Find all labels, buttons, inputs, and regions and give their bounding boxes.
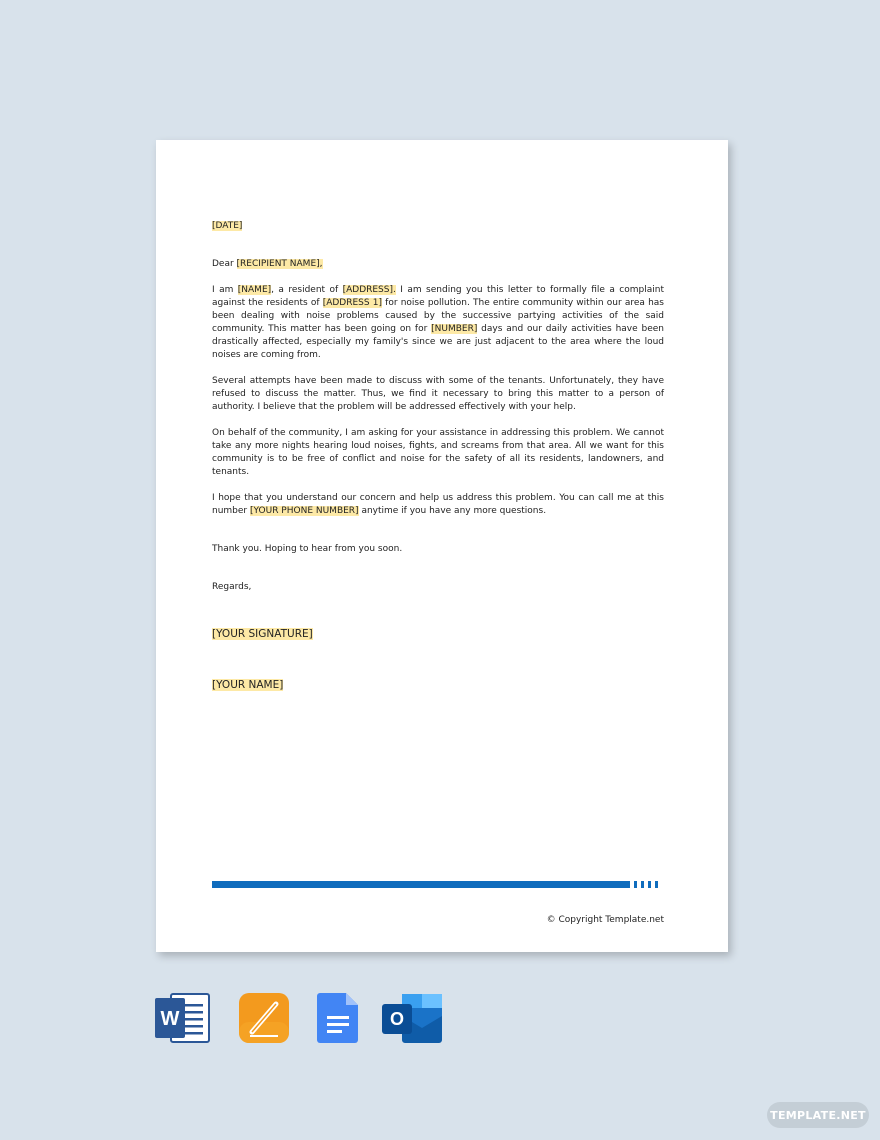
your-name-placeholder: [YOUR NAME] — [212, 679, 284, 691]
google-docs-icon[interactable] — [317, 992, 359, 1048]
name-line — [212, 679, 664, 692]
name-placeholder: [NAME] — [237, 285, 272, 295]
date-placeholder: [DATE] — [212, 221, 243, 231]
closing-line: Thank you. Hoping to hear from you soon. — [212, 544, 403, 554]
date-line — [212, 220, 664, 233]
pages-icon[interactable] — [238, 992, 290, 1048]
template-net-badge[interactable]: TEMPLATE.NET — [767, 1102, 869, 1128]
salutation: Dear [RECIPIENT NAME], — [212, 259, 323, 269]
paragraph-3: On behalf of the community, I am asking for your assistance in addressing this problem. We cannot take any more nights hearing loud noises, fights, and screams from that area. All we want for this community is to be free of conflict and noise for the safety of all its residents, landowners, and tenants. — [212, 428, 664, 477]
document-page — [156, 140, 728, 952]
letter-body — [212, 220, 664, 692]
svg-text:O: O — [389, 1009, 405, 1029]
footer-accent-bar — [212, 881, 630, 888]
phone-placeholder: [YOUR PHONE NUMBER] — [250, 506, 359, 516]
signature-placeholder: [YOUR SIGNATURE] — [212, 628, 313, 640]
regards: Regards, — [212, 582, 252, 592]
footer-accent-dashes — [634, 881, 658, 888]
address1-placeholder: [ADDRESS 1] — [322, 298, 382, 308]
signature-line — [212, 628, 664, 641]
svg-text:W: W — [160, 1008, 180, 1030]
outlook-icon[interactable] — [382, 992, 444, 1048]
recipient-placeholder: [RECIPIENT NAME], — [236, 259, 323, 269]
paragraph-4: I hope that you understand our concern and help us address this problem. You can call me at this number [YOUR PHONE NUMBER] anytime if you have any more questions. — [212, 493, 664, 516]
number-placeholder: [NUMBER] — [431, 324, 478, 334]
paragraph-1: I am [NAME], a resident of [ADDRESS]. I am sending you this letter to formally file a complaint against the residents of [ADDRESS 1] for noise pollution. The entire community within our area has been dealing with noise problems caused by the successive partying activities of the said community. This matter has been going on for [NUMBER] days and our daily activities have been drastically affected, especially my family's since we are just adjacent to the area where the loud noises are coming from. — [212, 285, 664, 360]
copyright-text: © Copyright Template.net — [546, 915, 664, 925]
address-placeholder: [ADDRESS]. — [342, 285, 396, 295]
word-icon[interactable] — [155, 992, 211, 1048]
paragraph-2: Several attempts have been made to discuss with some of the tenants. Unfortunately, they have refused to discuss the matter. Thus, we find it necessary to bring this matter to a person of authority. I believe that the problem will be addressed effectively with your help. — [212, 376, 664, 412]
